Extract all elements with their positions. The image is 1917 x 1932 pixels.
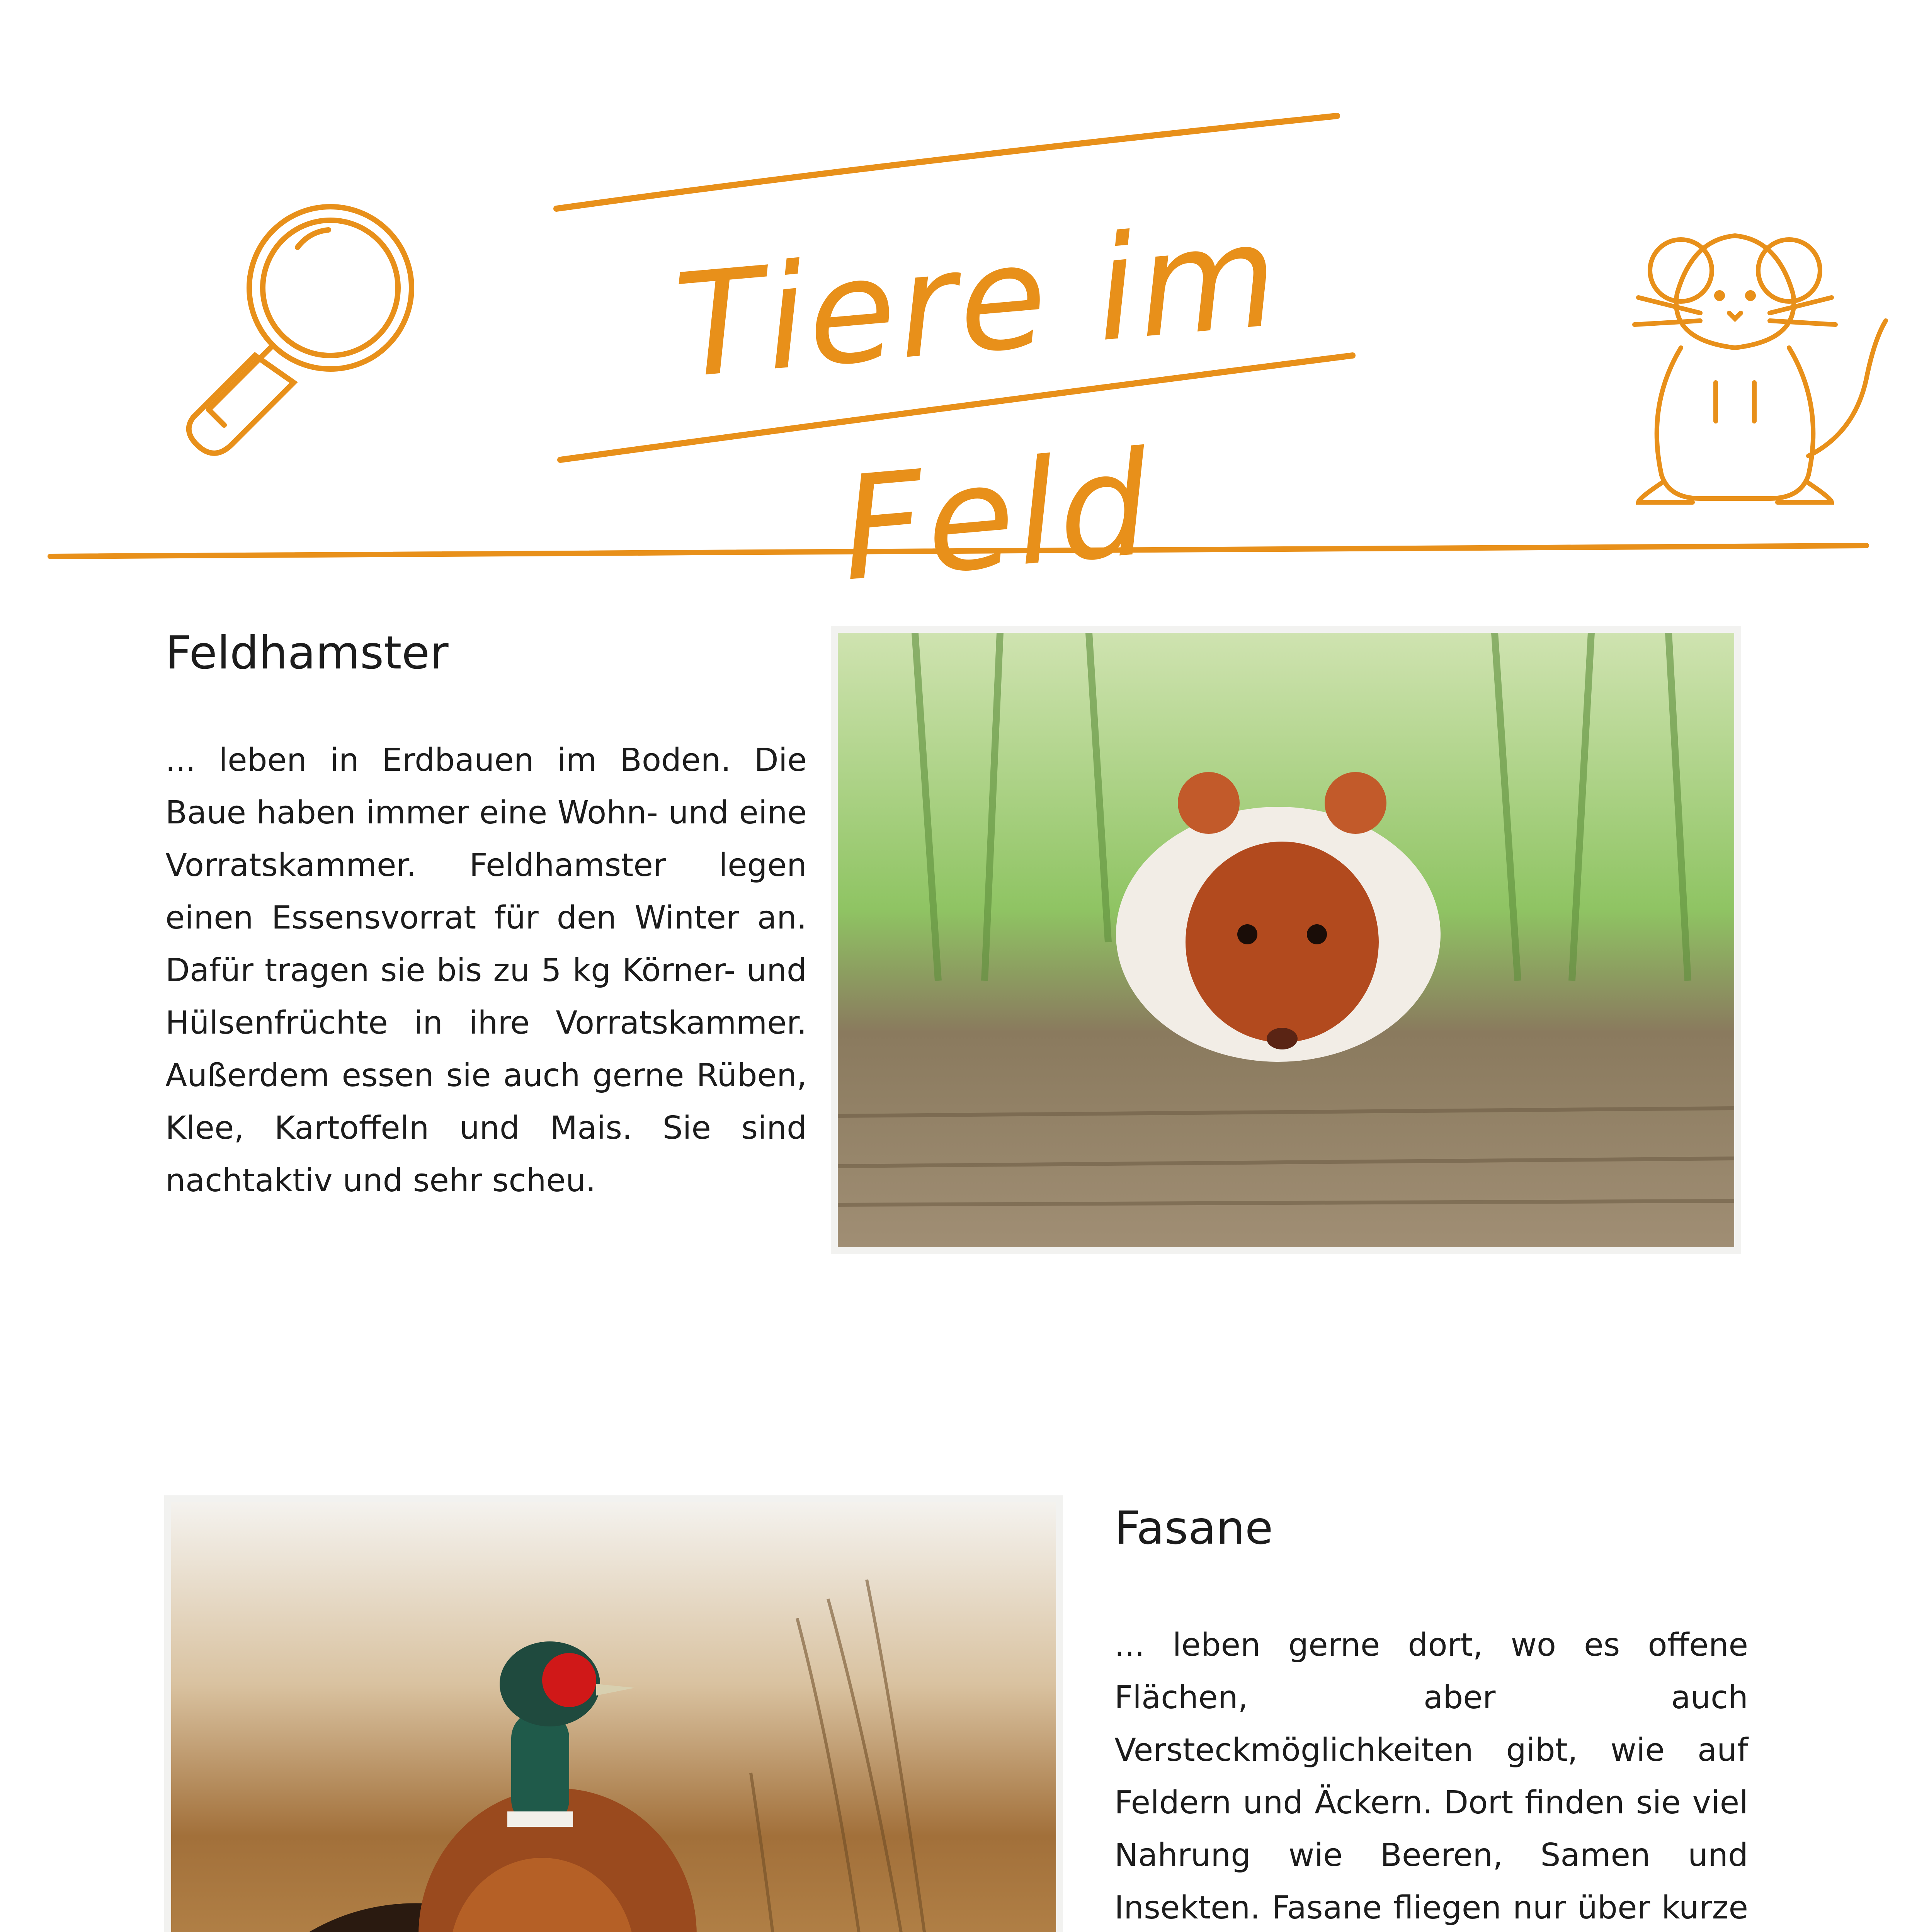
section-text-feldhamster: ... leben in Erdbauen im Boden. Die Baue haben immer eine Wohn- und eine Vorratskammer. Feldhamster legen einen Essensvorrat für den Winter an. Dafür tragen sie bis zu 5 kg Körner- und Hülsenfrüchte in ihre Vorratskammer. Außerdem essen sie auch gerne Rüben, Klee, Kartoffeln und Mais. Sie sind nachtaktiv und sehr scheu. xyxy=(165,742,807,1199)
magnifying-glass-icon xyxy=(189,207,412,453)
mouse-icon xyxy=(1635,236,1886,502)
page-title: Tiere im Feld xyxy=(669,192,1286,614)
section-heading-fasane: Fasane xyxy=(1114,1501,1273,1554)
section-heading-feldhamster: Feldhamster xyxy=(165,626,449,679)
section-text-fasane: ... leben gerne dort, wo es offene Flächen, aber auch Versteckmöglichkeiten gibt, wie auf Feldern und Äckern. Dort finden sie viel Nahrung wie Beeren, Samen und Insekten. Fasane fliegen nur über kurze xyxy=(1114,1627,1748,1926)
pheasant-photo xyxy=(164,1495,1063,1932)
hamster-photo xyxy=(831,626,1741,1254)
